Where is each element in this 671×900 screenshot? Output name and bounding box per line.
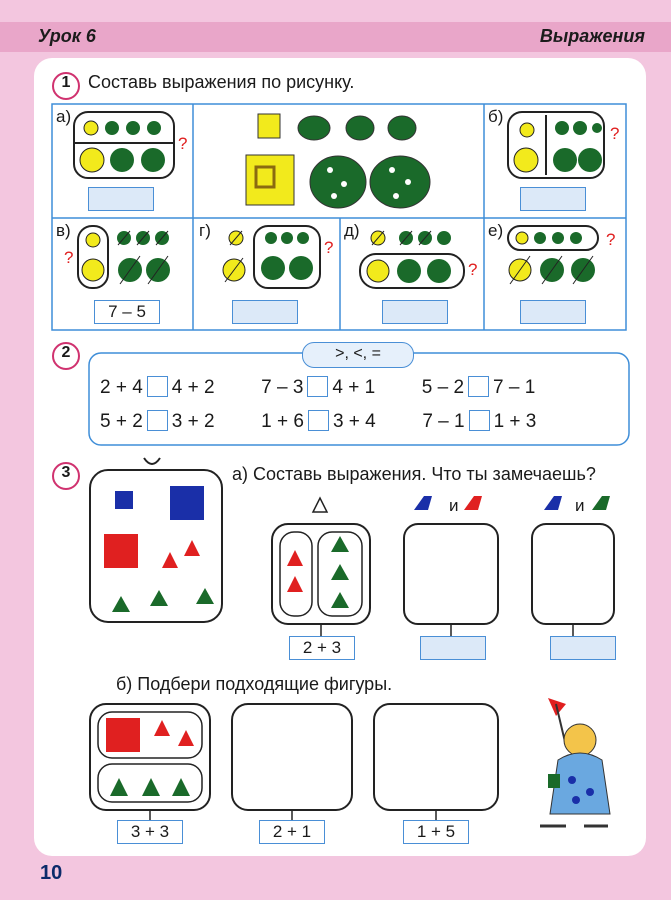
task2-number: 2	[52, 342, 80, 370]
qmark-d: ?	[468, 260, 478, 279]
qmark-e: ?	[606, 230, 616, 249]
task1-title: Составь выражения по рисунку.	[88, 72, 355, 92]
label-e: е)	[488, 221, 504, 240]
and-word-2: и	[575, 496, 585, 515]
answer-box-b3[interactable]: 1 + 5	[403, 820, 469, 844]
lesson-title: Урок 6	[38, 26, 96, 46]
compare-row-1: 2 + 4 4 + 2 7 – 3 4 + 1 5 – 2 7 – 1	[100, 377, 536, 398]
qmark-v: ?	[64, 248, 74, 267]
label-g: г)	[199, 221, 211, 240]
and-word-1: и	[449, 496, 459, 515]
compare-row-2: 5 + 2 3 + 2 1 + 6 3 + 4 7 – 1 1 + 3	[100, 411, 537, 432]
answer-box-a2[interactable]	[420, 636, 486, 660]
task1-number: 1	[52, 72, 80, 100]
answer-box-a3[interactable]	[550, 636, 616, 660]
answer-box-v[interactable]: 7 – 5	[94, 300, 160, 324]
label-v: в)	[56, 221, 71, 240]
signs-pill: >, <, =	[302, 342, 414, 368]
task3-number: 3	[52, 462, 80, 490]
qmark-g: ?	[324, 238, 334, 257]
topic-title: Выражения	[539, 26, 645, 46]
character-illustration	[540, 698, 610, 826]
task3-b-text: б) Подбери подходящие фигуры.	[116, 674, 393, 694]
answer-box-b2[interactable]: 2 + 1	[259, 820, 325, 844]
answer-box-b1[interactable]: 3 + 3	[117, 820, 183, 844]
qmark-a: ?	[178, 134, 188, 153]
answer-box-a1[interactable]: 2 + 3	[289, 636, 355, 660]
page-number: 10	[40, 862, 63, 884]
qmark-b: ?	[610, 124, 620, 143]
label-a: а)	[56, 107, 72, 126]
label-b: б)	[488, 107, 504, 126]
label-d: д)	[344, 221, 360, 240]
task3-a-text: а) Составь выражения. Что ты замечаешь?	[232, 464, 596, 484]
